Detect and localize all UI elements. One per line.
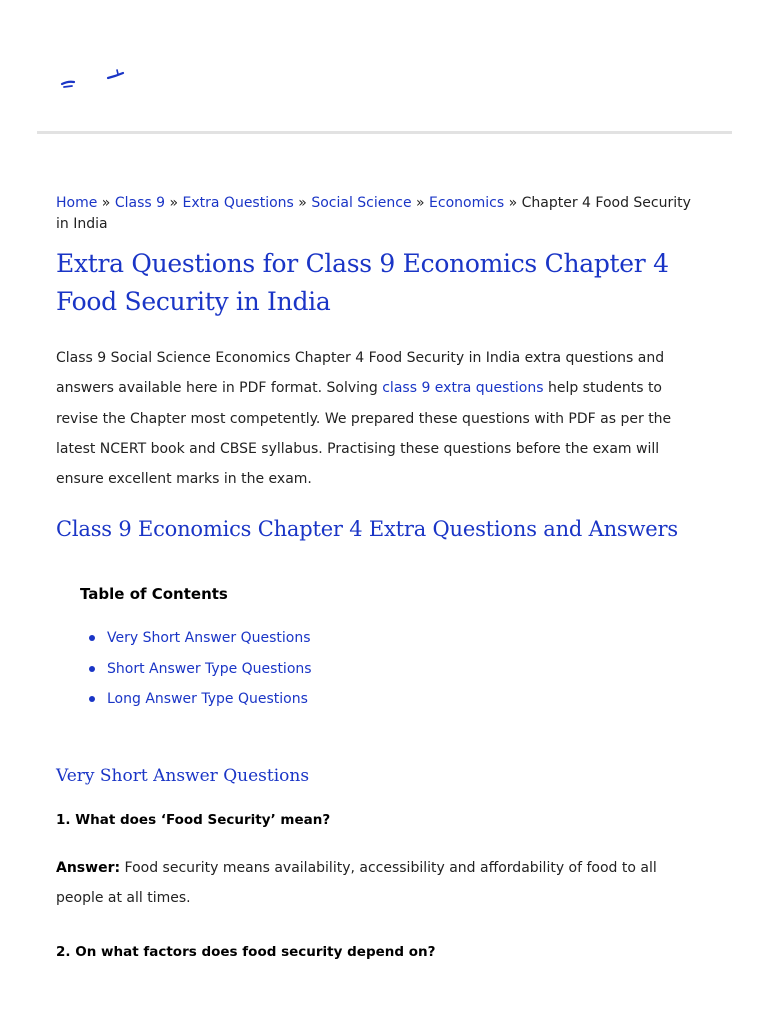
toc-item [80, 684, 708, 714]
breadcrumb-extra-questions[interactable]: Extra Questions [182, 195, 294, 211]
breadcrumb [56, 193, 708, 235]
logo-icon [58, 62, 128, 90]
intro-text-continued: help students to revise the Chapter most competently. We prepared these questions with PDF as per the latest NCERT book and CBSE syllabus. Practising these questions before the exam will ensure excellent marks in the exam. [56, 380, 672, 488]
answer-label: Answer: [56, 860, 121, 877]
subsection-heading: Very Short Answer Questions [56, 766, 310, 787]
header-divider [37, 131, 732, 134]
intro-paragraph [56, 343, 708, 494]
toc-link-long[interactable]: Long Answer Type Questions [107, 691, 308, 708]
breadcrumb-separator: » [416, 195, 425, 211]
page-title: Extra Questions for Class 9 Economics Chapter 4 Food Security in India [56, 249, 669, 316]
breadcrumb-separator: » [508, 195, 518, 211]
bullet-icon [89, 635, 95, 641]
question-1: 1. What does ‘Food Security’ mean? [56, 812, 331, 829]
breadcrumb-social-science[interactable]: Social Science [311, 195, 412, 211]
class-9-extra-questions-link[interactable]: class 9 extra questions [382, 380, 544, 397]
toc-list [80, 623, 708, 714]
answer-1 [56, 853, 708, 913]
intro-text: Class 9 Social Science Economics Chapter 4 Food Security in India extra questions and answers available here in PDF format. Solving [56, 350, 665, 397]
breadcrumb-separator: » [298, 195, 307, 211]
site-logo[interactable] [58, 62, 128, 94]
table-of-contents [80, 583, 708, 714]
toc-title: Table of Contents [80, 585, 228, 604]
site-header [0, 0, 768, 133]
breadcrumb-home[interactable]: Home [56, 195, 98, 211]
toc-link-short[interactable]: Short Answer Type Questions [107, 660, 312, 677]
breadcrumb-separator: » [169, 195, 179, 211]
breadcrumb-economics[interactable]: Economics [429, 195, 505, 211]
toc-item [80, 654, 708, 684]
breadcrumb-current: Chapter 4 Food Security in India [56, 195, 691, 232]
answer-1-text: Food security means availability, accessibility and affordability of food to all people at all times. [56, 860, 657, 907]
breadcrumb-class[interactable]: Class 9 [114, 195, 166, 211]
bullet-icon [89, 666, 95, 672]
breadcrumb-separator: » [101, 195, 111, 211]
bullet-icon [89, 696, 95, 702]
article [56, 193, 708, 963]
question-2: 2. On what factors does food security depend on? [56, 944, 436, 961]
toc-item [80, 623, 708, 653]
section-heading: Class 9 Economics Chapter 4 Extra Questions and Answers [56, 517, 678, 542]
toc-link-very-short[interactable]: Very Short Answer Questions [107, 630, 311, 647]
